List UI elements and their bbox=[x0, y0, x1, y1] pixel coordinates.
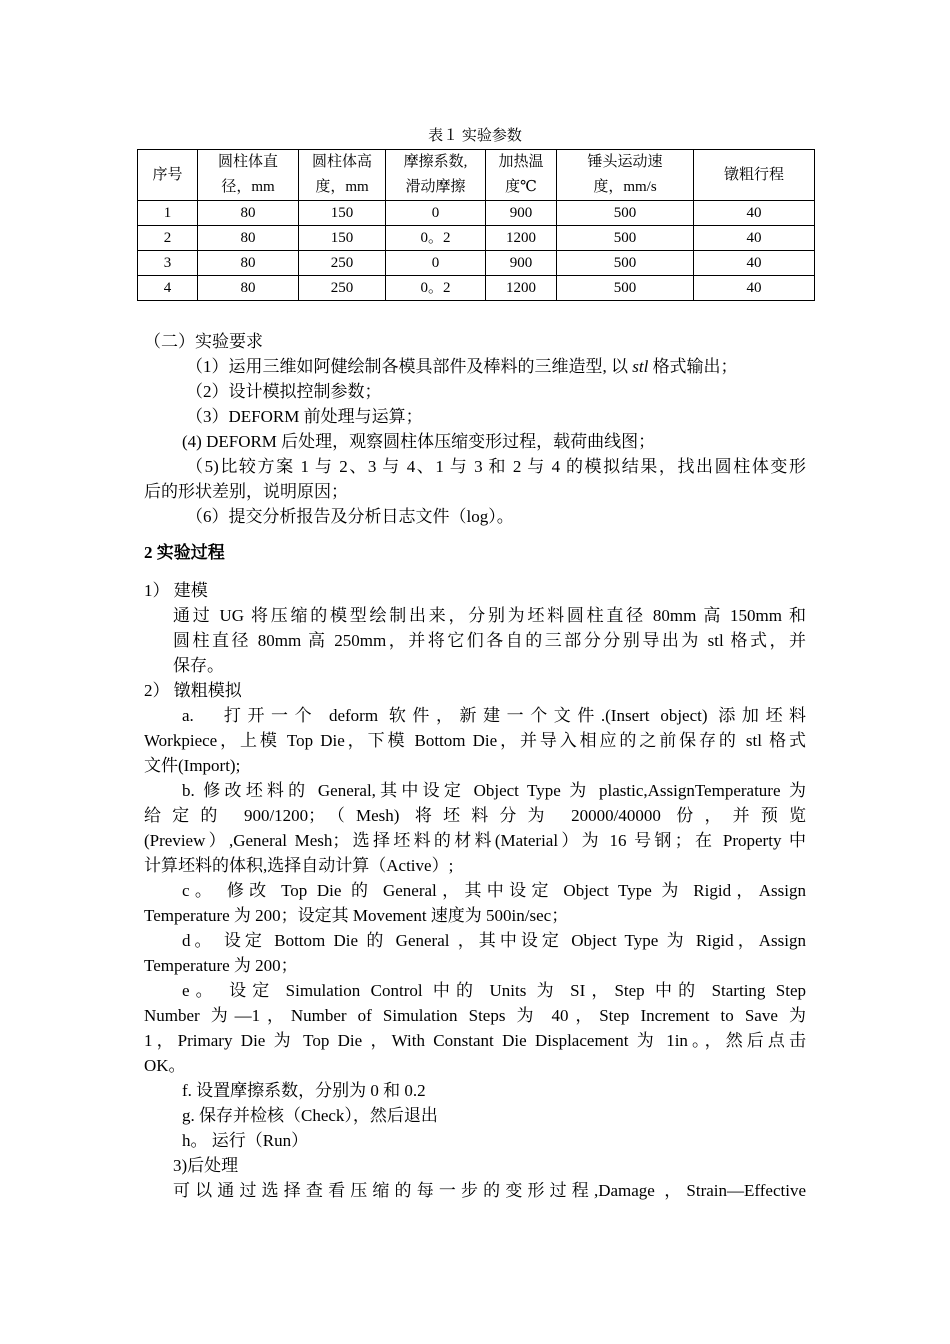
step-b-line-1: b. 修改坯料的 General,其中设定 Object Type 为 plastic,AssignTemperature 为 bbox=[182, 781, 806, 800]
modeling-line-2: 圆柱直径 80mm 高 250mm，并将它们各自的三部分分别导出为 stl 格式，并 bbox=[173, 631, 806, 650]
table-cell: 0 bbox=[386, 251, 486, 276]
table-header-cell bbox=[386, 150, 486, 201]
step-e-line-3: 1，Primary Die 为 Top Die ，With Constant Die Displacement 为 1in。，然后点击 bbox=[144, 1031, 806, 1050]
requirement-item-4: (4) DEFORM 后处理，观察圆柱体压缩变形过程，载荷曲线图； bbox=[182, 432, 656, 451]
table-header-cell bbox=[486, 150, 557, 201]
table-header-text: 圆柱体直 bbox=[217, 154, 278, 170]
step-e-line-1: e。 设定 Simulation Control 中的 Units 为 SI，Step 中的 Starting Step bbox=[182, 981, 806, 1000]
table-cell: 80 bbox=[198, 226, 299, 251]
modeling-line-3: 保存。 bbox=[173, 656, 224, 675]
post-processing-title: 3)后处理 bbox=[173, 1156, 239, 1175]
table-cell: 3 bbox=[138, 251, 198, 276]
table-cell: 500 bbox=[557, 226, 694, 251]
table-header-text: 摩擦系数, bbox=[403, 154, 468, 170]
table-row bbox=[138, 276, 815, 301]
table-row bbox=[138, 201, 815, 226]
table-cell: 40 bbox=[694, 226, 815, 251]
table-header-cell bbox=[557, 150, 694, 201]
table-row bbox=[138, 226, 815, 251]
step-a-line-3: 文件(Import); bbox=[144, 756, 241, 775]
requirements-heading: （二）实验要求 bbox=[144, 332, 263, 351]
table-cell: 0。2 bbox=[386, 226, 486, 251]
table-cell: 900 bbox=[486, 251, 557, 276]
table-cell: 150 bbox=[299, 226, 386, 251]
table-cell: 150 bbox=[299, 201, 386, 226]
table-header-cell bbox=[694, 150, 815, 201]
table-header-text: 圆柱体高 bbox=[311, 154, 372, 170]
step-d-line-2: Temperature 为 200； bbox=[144, 956, 298, 975]
table-header-text: 径，mm bbox=[221, 179, 275, 195]
requirement-item-1-pre: （1）运用三维如阿健绘制各模具部件及棒料的三维造型, 以 bbox=[186, 357, 633, 376]
table-cell: 40 bbox=[694, 251, 815, 276]
table-caption: 表１ 实验参数 bbox=[428, 128, 522, 144]
table-cell: 1200 bbox=[486, 226, 557, 251]
table-cell: 4 bbox=[138, 276, 198, 301]
step-d-line-1: d。 设定 Bottom Die 的 General ，其中设定 Object Type 为 Rigid，Assign bbox=[182, 931, 806, 950]
table-cell: 0 bbox=[386, 201, 486, 226]
table-cell: 2 bbox=[138, 226, 198, 251]
post-processing-line-1: 可以通过选择查看压缩的每一步的变形过程,Damage ，Strain—Effective bbox=[173, 1181, 806, 1200]
section-heading: 2 实验过程 bbox=[144, 543, 225, 562]
modeling-line-1: 通过 UG 将压缩的模型绘制出来，分别为坯料圆柱直径 80mm 高 150mm 和 bbox=[173, 606, 806, 625]
table-cell: 250 bbox=[299, 251, 386, 276]
step-h: h。 运行（Run） bbox=[182, 1131, 309, 1150]
upsetting-title: 2） 镦粗模拟 bbox=[144, 681, 242, 700]
step-b-line-2: 给定的 900/1200；（Mesh) 将坯料分为 20000/40000 份，并预览 bbox=[144, 806, 806, 825]
table-cell: 500 bbox=[557, 251, 694, 276]
table-cell: 40 bbox=[694, 276, 815, 301]
table-cell: 900 bbox=[486, 201, 557, 226]
step-a-line-1: a. 打开一个 deform 软件，新建一个文件.(Insert object) 添加坯料 bbox=[182, 706, 806, 725]
table-header-text: 镦粗行程 bbox=[723, 166, 784, 183]
requirement-item-6: （6）提交分析报告及分析日志文件（log）。 bbox=[186, 507, 514, 526]
requirement-item-1-format: stl bbox=[632, 357, 649, 376]
table-cell: 80 bbox=[198, 201, 299, 226]
table-header-text: 序号 bbox=[152, 166, 183, 183]
table-body bbox=[138, 201, 815, 301]
step-c-line-1: c。 修改 Top Die 的 General，其中设定 Object Type 为 Rigid，Assign bbox=[182, 881, 806, 900]
requirement-item-1-post: 格式输出； bbox=[648, 357, 738, 376]
table-header-cell bbox=[138, 150, 198, 201]
table-header-cell bbox=[198, 150, 299, 201]
step-a-line-2: Workpiece，上模 Top Die，下模 Bottom Die，并导入相应的之前保存的 stl 格式 bbox=[144, 731, 806, 750]
table-header-text: 加热温 bbox=[498, 154, 544, 170]
parameters-table bbox=[137, 149, 815, 301]
requirement-item-1 bbox=[186, 354, 738, 379]
table-header-text: 度，mm bbox=[315, 179, 369, 195]
requirement-item-3: （3）DEFORM 前处理与运算； bbox=[186, 407, 423, 426]
table-row bbox=[138, 251, 815, 276]
table-cell: 80 bbox=[198, 251, 299, 276]
requirement-item-5-line-2: 后的形状差别，说明原因； bbox=[144, 482, 348, 501]
requirement-item-5-line-1: （5)比较方案 1 与 2、3 与 4、1 与 3 和 2 与 4 的模拟结果，找出圆柱体变形 bbox=[186, 457, 806, 476]
step-e-line-2: Number 为—1，Number of Simulation Steps 为 40，Step Increment to Save 为 bbox=[144, 1006, 806, 1025]
step-g: g. 保存并检核（Check），然后退出 bbox=[182, 1106, 438, 1125]
table-cell: 250 bbox=[299, 276, 386, 301]
table-cell: 500 bbox=[557, 276, 694, 301]
table-cell: 80 bbox=[198, 276, 299, 301]
step-e-line-4: OK。 bbox=[144, 1056, 186, 1075]
requirement-item-2: （2）设计模拟控制参数； bbox=[186, 382, 382, 401]
modeling-title: 1） 建模 bbox=[144, 581, 208, 600]
table-cell: 40 bbox=[694, 201, 815, 226]
step-f: f. 设置摩擦系数，分别为 0 和 0.2 bbox=[182, 1081, 426, 1100]
table-header-text: 锤头运动速 bbox=[587, 154, 663, 170]
step-c-line-2: Temperature 为 200；设定其 Movement 速度为 500in/sec； bbox=[144, 906, 569, 925]
table-cell: 500 bbox=[557, 201, 694, 226]
step-b-line-3: (Preview）,General Mesh；选择坯料的材料(Material）为 16 号钢；在 Property 中 bbox=[144, 831, 806, 850]
step-b-line-4: 计算坯料的体积,选择自动计算（Active）; bbox=[144, 856, 454, 875]
table-header-cell bbox=[299, 150, 386, 201]
table-header-text: 度，mm/s bbox=[593, 179, 657, 195]
table-header-text: 滑动摩擦 bbox=[405, 179, 466, 195]
table-cell: 1 bbox=[138, 201, 198, 226]
table-header-text: 度℃ bbox=[505, 179, 537, 195]
table-header-row bbox=[138, 150, 815, 201]
table-cell: 1200 bbox=[486, 276, 557, 301]
table-cell: 0。2 bbox=[386, 276, 486, 301]
